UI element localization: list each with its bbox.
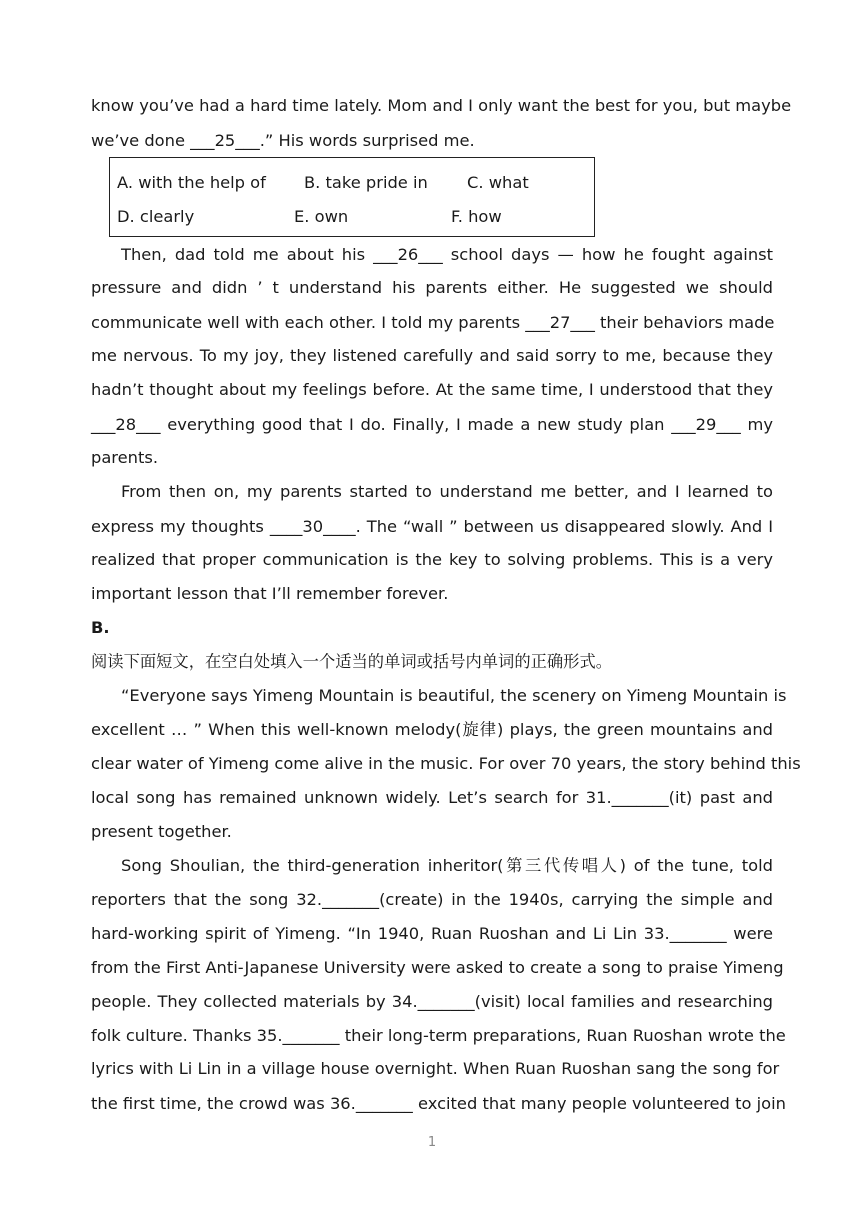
- option-e: E. own: [294, 207, 349, 226]
- instruction-text: 阅读下面短文，在空白处填入一个适当的单词或括号内单词的正确形式。: [91, 652, 613, 671]
- passage-line: pressure and didn ’ t understand his parents either. He suggested we should: [91, 278, 773, 297]
- option-d: D. clearly: [117, 207, 195, 226]
- passage-line: folk culture. Thanks 35._______ their long-term preparations, Ruan Ruoshan wrote the: [91, 1026, 786, 1045]
- option-a: A. with the help of: [117, 173, 266, 192]
- passage-line: important lesson that I’ll remember forever.: [91, 584, 449, 603]
- passage-line: clear water of Yimeng come alive in the music. For over 70 years, the story behind this: [91, 754, 801, 773]
- section-heading: B.: [91, 618, 110, 637]
- passage-line: excellent … ” When this well-known melody(旋律) plays, the green mountains and: [91, 720, 773, 739]
- passage-line: communicate well with each other. I told my parents ___27___ their behaviors made: [91, 313, 775, 332]
- option-c: C. what: [467, 173, 529, 192]
- word-options-box: [109, 157, 595, 237]
- passage-line: From then on, my parents started to understand me better, and I learned to: [121, 482, 773, 501]
- passage-line: “Everyone says Yimeng Mountain is beautiful, the scenery on Yimeng Mountain is: [121, 686, 787, 705]
- passage-line: lyrics with Li Lin in a village house overnight. When Ruan Ruoshan sang the song for: [91, 1059, 780, 1078]
- passage-line: ___28___ everything good that I do. Finally, I made a new study plan ___29___ my: [91, 415, 773, 434]
- passage-line: me nervous. To my joy, they listened carefully and said sorry to me, because they: [91, 346, 773, 365]
- passage-line: hard-working spirit of Yimeng. “In 1940, Ruan Ruoshan and Li Lin 33._______ were: [91, 924, 773, 943]
- passage-line: realized that proper communication is the key to solving problems. This is a very: [91, 550, 773, 569]
- passage-line: Then, dad told me about his ___26___ school days — how he fought against: [121, 245, 773, 264]
- passage-line: Song Shoulian, the third-generation inheritor(第三代传唱人) of the tune, told: [121, 856, 773, 875]
- passage-line: reporters that the song 32._______(create) in the 1940s, carrying the simple and: [91, 890, 773, 909]
- passage-line: we’ve done ___25___.” His words surprised me.: [91, 131, 475, 150]
- option-b: B. take pride in: [304, 173, 428, 192]
- page-number: 1: [427, 1135, 437, 1150]
- passage-line: local song has remained unknown widely. Let’s search for 31._______(it) past and: [91, 788, 773, 807]
- passage-line: know you’ve had a hard time lately. Mom and I only want the best for you, but maybe: [91, 96, 792, 115]
- passage-line: parents.: [91, 448, 159, 467]
- passage-line: people. They collected materials by 34._______(visit) local families and researching: [91, 992, 773, 1011]
- passage-line: present together.: [91, 822, 232, 841]
- passage-line: hadn’t thought about my feelings before. At the same time, I understood that they: [91, 380, 773, 399]
- passage-line: the first time, the crowd was 36._______ excited that many people volunteered to join: [91, 1094, 786, 1113]
- option-f: F. how: [451, 207, 502, 226]
- passage-line: express my thoughts ____30____. The “wall ” between us disappeared slowly. And I: [91, 517, 773, 536]
- passage-line: from the First Anti-Japanese University were asked to create a song to praise Yimeng: [91, 958, 784, 977]
